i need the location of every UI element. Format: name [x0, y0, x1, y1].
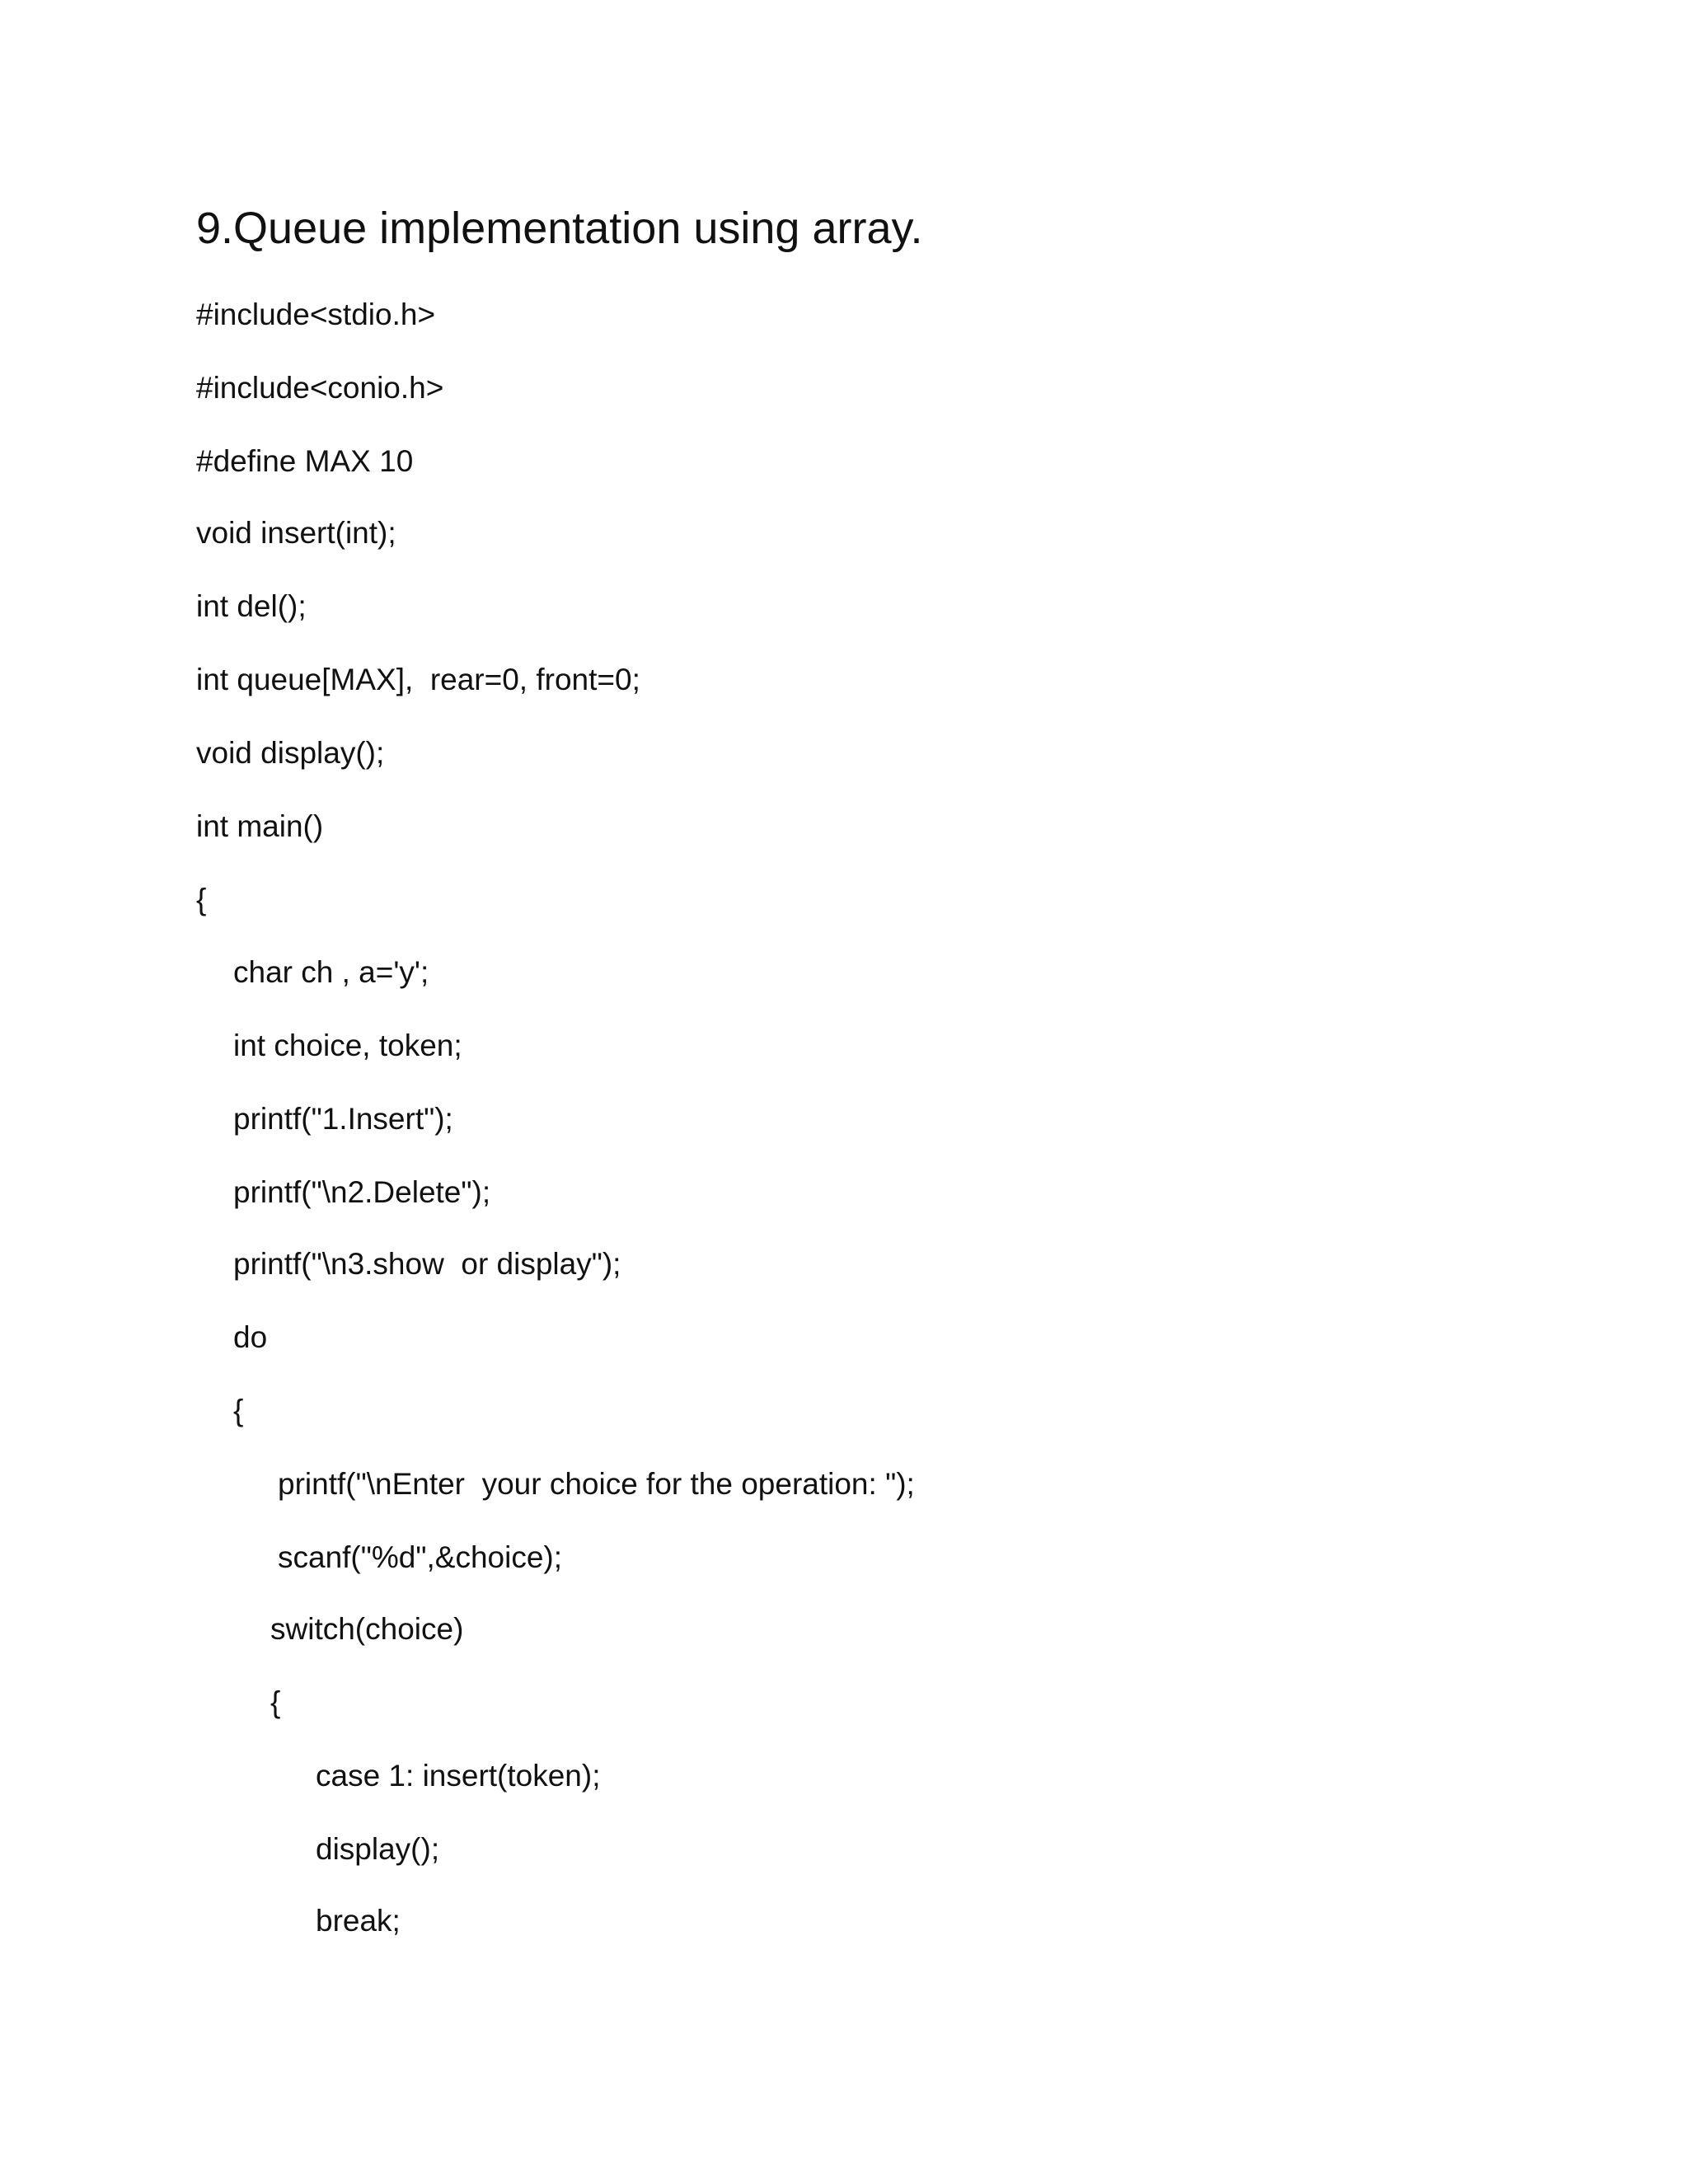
code-line-define-max: #define MAX 10 — [196, 444, 414, 478]
code-line-include-conio: #include<conio.h> — [196, 371, 444, 405]
code-line-display-call: display(); — [316, 1832, 440, 1866]
code-line-open-brace-main: { — [196, 883, 207, 916]
document-title: 9.Queue implementation using array. — [196, 204, 923, 253]
code-line-printf-display: printf("\n3.show or display"); — [233, 1247, 621, 1281]
code-line-printf-insert: printf("1.Insert"); — [233, 1102, 453, 1136]
code-line-open-brace-do: { — [233, 1394, 244, 1427]
code-line-open-brace-switch: { — [270, 1685, 281, 1719]
code-line-display-prototype: void display(); — [196, 736, 385, 770]
code-line-char-declaration: char ch , a='y'; — [233, 955, 429, 989]
code-line-queue-declaration: int queue[MAX], rear=0, front=0; — [196, 663, 640, 696]
code-line-main-signature: int main() — [196, 809, 324, 843]
code-line-include-stdio: #include<stdio.h> — [196, 298, 436, 331]
code-line-insert-prototype: void insert(int); — [196, 516, 396, 550]
code-line-printf-choice: printf("\nEnter your choice for the operation: "); — [278, 1467, 915, 1501]
code-line-printf-delete: printf("\n2.Delete"); — [233, 1175, 491, 1209]
code-line-break: break; — [316, 1904, 401, 1938]
code-line-do: do — [233, 1320, 268, 1354]
code-line-int-declaration: int choice, token; — [233, 1029, 462, 1062]
code-line-scanf-choice: scanf("%d",&choice); — [278, 1540, 563, 1574]
code-line-del-prototype: int del(); — [196, 589, 307, 623]
code-line-case-one: case 1: insert(token); — [316, 1759, 601, 1793]
code-line-switch: switch(choice) — [270, 1612, 464, 1646]
